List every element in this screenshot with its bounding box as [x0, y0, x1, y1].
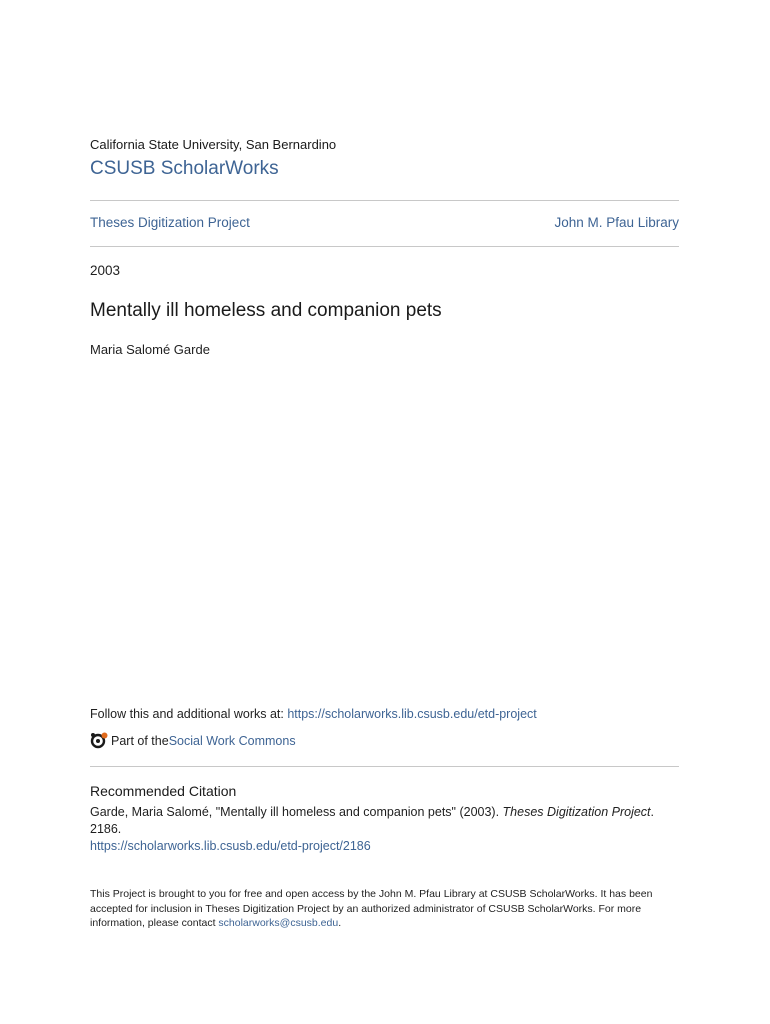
author-name: Maria Salomé Garde: [90, 342, 210, 357]
part-of-prefix: Part of the: [111, 734, 169, 748]
access-notice-text: This Project is brought to you for free and open access by the John M. Pfau Library at CSUSB ScholarWorks. It has been accepted for inclusion in Theses Digitization Project by an authorized administrator of CSUSB ScholarWorks. For more information, please contact: [90, 888, 653, 929]
library-link[interactable]: John M. Pfau Library: [554, 215, 679, 230]
follow-line: [90, 707, 537, 721]
document-title: Mentally ill homeless and companion pets: [90, 300, 442, 321]
citation-block: [90, 804, 679, 855]
nav-row: [90, 215, 679, 230]
divider-bottom: [90, 766, 679, 767]
discipline-link[interactable]: Social Work Commons: [168, 734, 296, 748]
citation-heading: Recommended Citation: [90, 783, 237, 799]
access-notice: [90, 887, 679, 931]
publication-year: 2003: [90, 263, 121, 278]
access-notice-end: .: [338, 917, 342, 929]
divider-top: [90, 200, 679, 201]
contact-email-link[interactable]: scholarworks@csusb.edu: [218, 917, 339, 929]
citation-number: . 2186.: [90, 805, 655, 836]
cover-page: [90, 0, 679, 1024]
citation-text: Garde, Maria Salomé, "Mentally ill homeless and companion pets" (2003).: [90, 805, 503, 819]
network-icon: [90, 732, 108, 750]
citation-url-link[interactable]: https://scholarworks.lib.csusb.edu/etd-project/2186: [90, 839, 371, 853]
citation-series: Theses Digitization Project: [502, 805, 651, 819]
repository-link[interactable]: CSUSB ScholarWorks: [90, 158, 279, 179]
part-of-line: [90, 732, 296, 750]
collection-link[interactable]: Theses Digitization Project: [90, 215, 250, 230]
follow-prefix: Follow this and additional works at:: [90, 707, 288, 721]
institution-name: California State University, San Bernardino: [90, 137, 337, 152]
divider-middle: [90, 246, 679, 247]
collection-url-link[interactable]: https://scholarworks.lib.csusb.edu/etd-project: [287, 707, 537, 721]
